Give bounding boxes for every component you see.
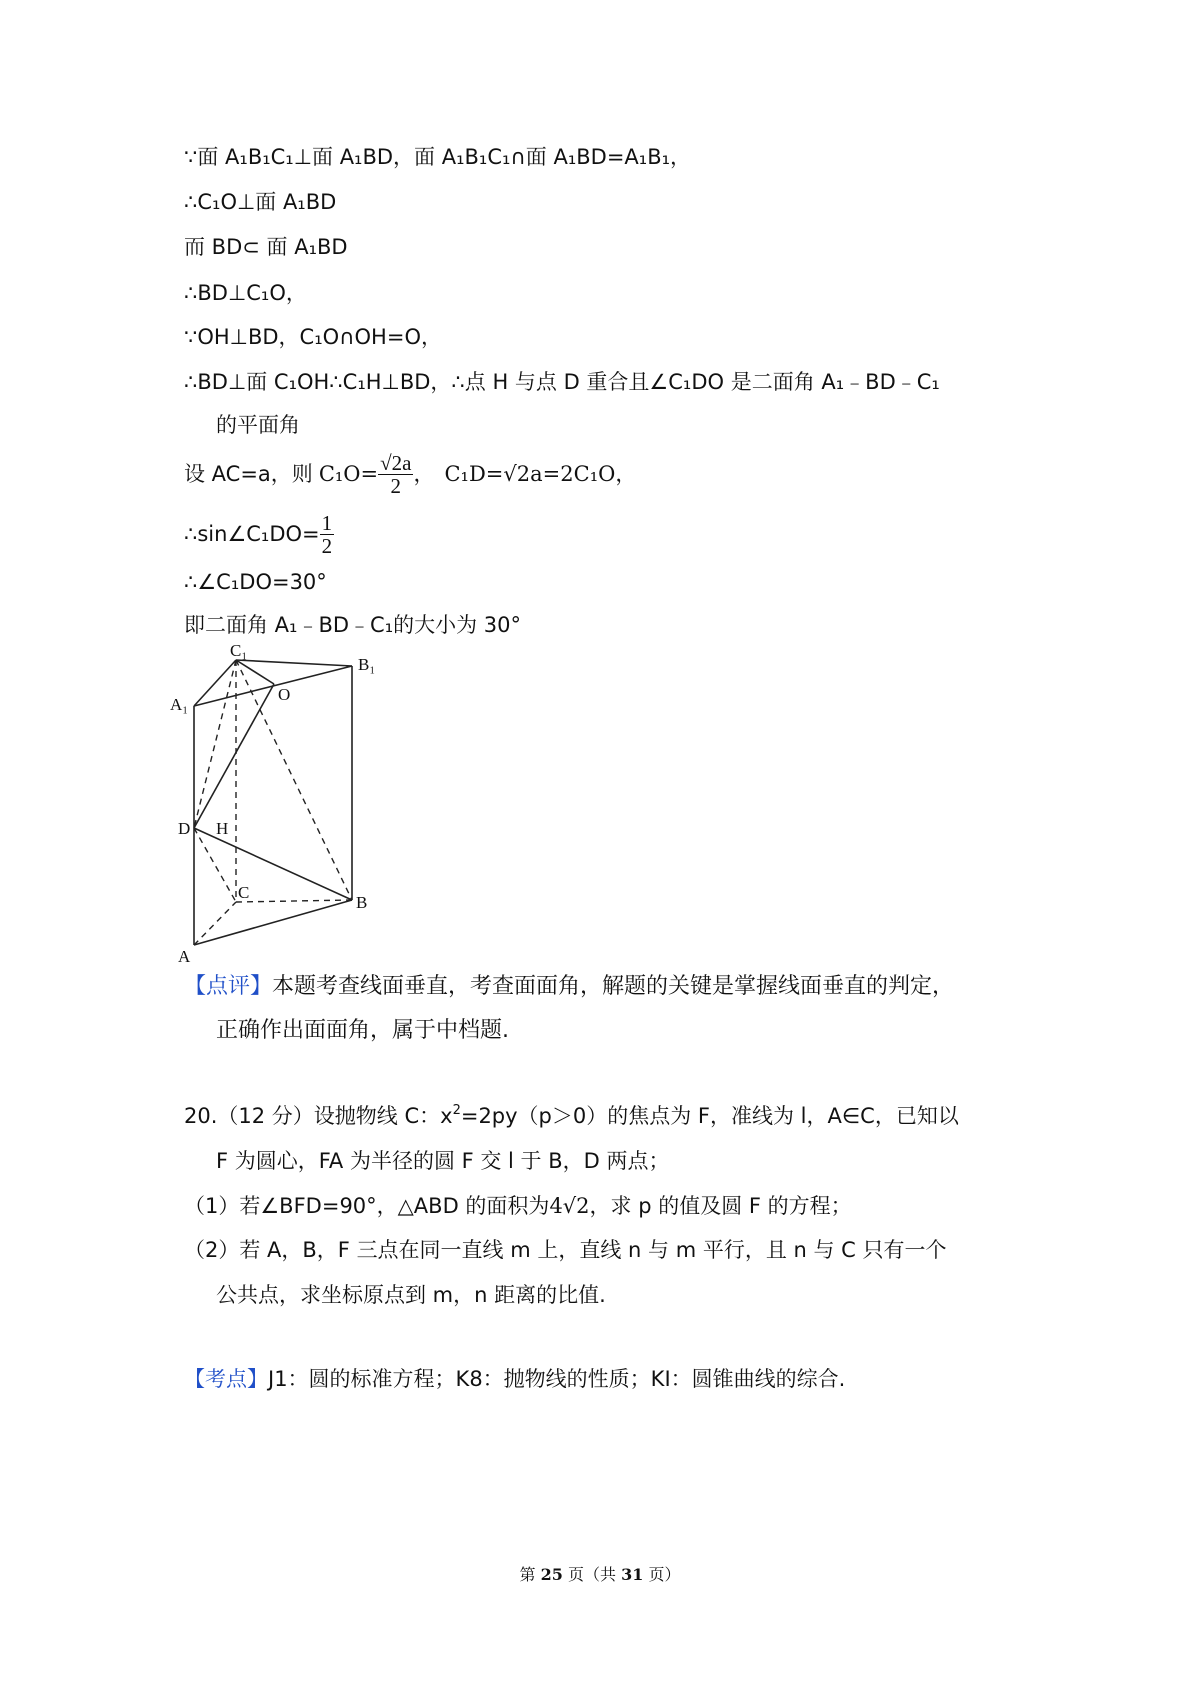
comment-text-1: 本题考查线面垂直，考查面面角，解题的关键是掌握线面垂直的判定， [272,974,955,999]
solution-line-7 [184,446,636,502]
dash-C1-B [236,660,352,900]
kaodian-line [184,1364,845,1394]
solution-line-2: ∴C₁O⊥面 A₁BD [184,190,337,214]
p20-l1b: =2py（p＞0）的焦点为 F，准线为 l，A∈C，已知以 [460,1104,959,1128]
footer-page-number: 25 [540,1565,563,1584]
edge-A-B [194,900,352,945]
problem20-line-3 [184,1191,852,1221]
footer-post: 页） [643,1565,681,1584]
l8-fraction [320,512,335,557]
comment-line-1 [184,972,954,1002]
solution-line-8 [184,506,334,562]
label-A: A [178,947,191,966]
page-footer [0,1562,1200,1585]
l7-fraction-num: √2a [380,450,412,475]
l7-sep: ， [413,462,435,486]
edge-O-D [194,684,274,828]
comment-line-2: 正确作出面面角，属于中档题. [216,1018,509,1043]
label-B1: B₁ [358,655,376,674]
edge-D-B [194,828,352,900]
p20-exponent: 2 [452,1103,461,1118]
footer-mid: 页（共 [562,1565,622,1584]
solution-line-5: ∵OH⊥BD，C₁O∩OH=O， [184,325,442,349]
solution-line-6: ∴BD⊥面 C₁OH∴C₁H⊥BD，∴点 H 与点 D 重合且∠C₁DO 是二面角 A₁﹣BD﹣C₁ [184,370,940,394]
l7-fraction [378,452,413,497]
edge-C1-B1 [236,660,352,666]
p20-l3a: （1）若∠BFD=90°，△ABD 的面积为 [184,1194,550,1218]
p20-l3b: ，求 p 的值及圆 F 的方程； [589,1194,852,1218]
label-C: C [238,883,250,902]
p20-l3math: 4√2 [549,1194,590,1218]
footer-pre: 第 [519,1565,541,1584]
p20-l1a: 20.（12 分）设抛物线 C：x [184,1104,453,1128]
problem20-line-4: （2）若 A，B，F 三点在同一直线 m 上，直线 n 与 m 平行，且 n 与 C 只有一个 [184,1238,947,1262]
dash-C1-D [194,660,236,828]
label-A1: A₁ [170,695,189,714]
solution-line-9: ∴∠C₁DO=30° [184,570,327,594]
l7-eq2: C₁D=√2a=2C₁O [444,462,616,486]
problem20-line-1 [184,1101,959,1131]
comment-tag: 【点评】 [184,974,273,999]
label-O: O [278,685,291,704]
problem20-line-5: 公共点，求坐标原点到 m，n 距离的比值. [216,1283,606,1307]
l7-prefix: 设 AC=a，则 [184,462,313,486]
solution-line-3: 而 BD⊂ 面 A₁BD [184,235,348,259]
dash-C-B [236,900,352,902]
footer-total-pages: 31 [621,1565,644,1584]
prism-figure [160,640,400,970]
label-H: H [216,819,229,838]
label-B: B [356,893,368,912]
l7-end: ， [615,462,637,486]
l7-eq1-left: C₁O= [318,462,379,486]
solution-line-1: ∵面 A₁B₁C₁⊥面 A₁BD，面 A₁B₁C₁∩面 A₁BD=A₁B₁， [184,145,692,169]
l8-fraction-num: 1 [321,510,333,535]
label-C1: C₁ [230,641,248,660]
kaodian-text: J1：圆的标准方程；K8：抛物线的性质；KI：圆锥曲线的综合. [268,1367,846,1391]
kaodian-tag: 【考点】 [184,1367,268,1391]
l8-prefix: ∴sin∠C₁DO= [184,522,320,546]
dash-D-C [194,828,236,902]
problem20-line-2: F 为圆心，FA 为半径的圆 F 交 l 于 B，D 两点； [216,1149,670,1173]
l7-fraction-den: 2 [390,473,402,498]
solution-line-4: ∴BD⊥C₁O， [184,281,307,305]
solution-line-10: 即二面角 A₁﹣BD﹣C₁的大小为 30° [184,613,522,637]
solution-line-6b: 的平面角 [216,413,300,437]
label-D: D [178,819,191,838]
l8-fraction-den: 2 [321,533,333,558]
